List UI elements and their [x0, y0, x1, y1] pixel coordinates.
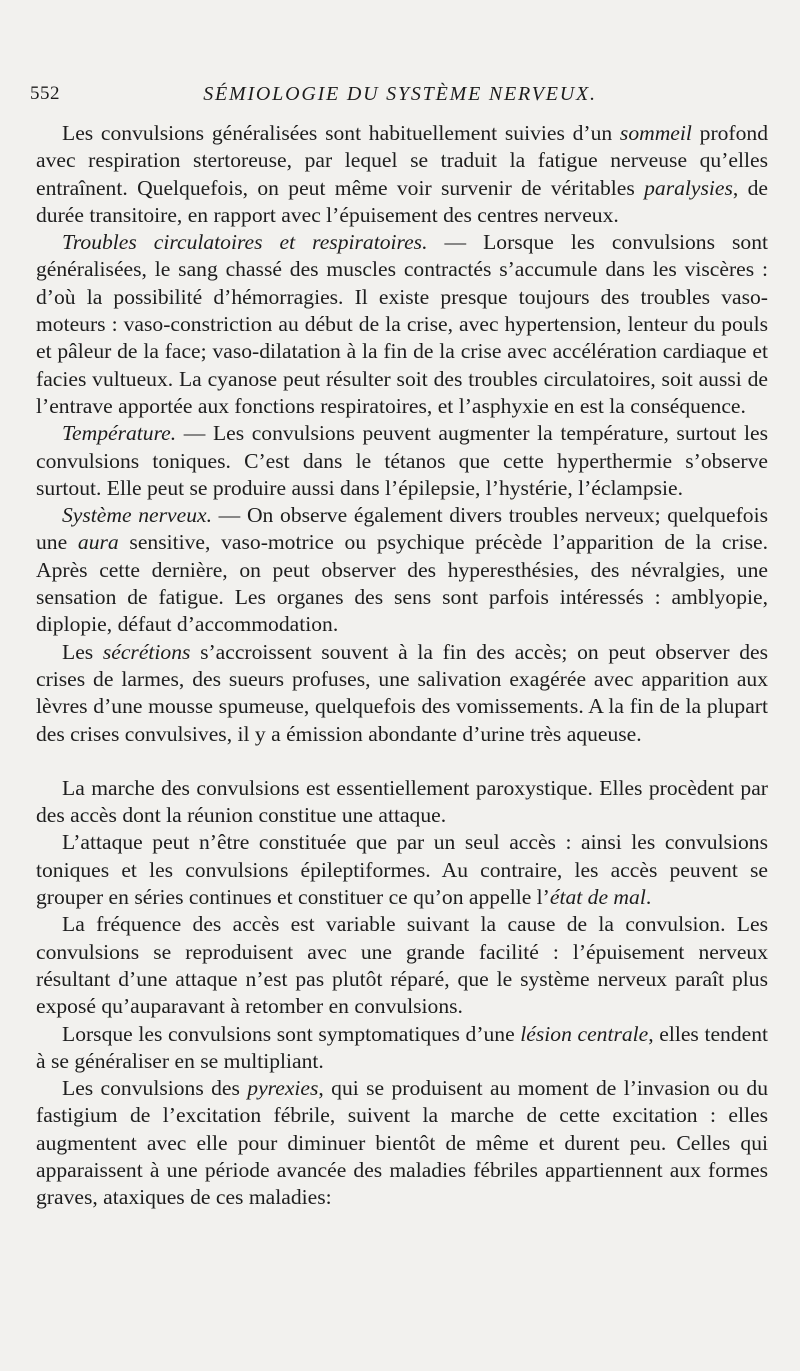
running-title: SÉMIOLOGIE DU SYSTÈME NERVEUX. — [203, 83, 597, 105]
text-run: , elles tendent à se généraliser en se multipliant. — [36, 1021, 768, 1073]
text-run: , de durée transitoire, en rapport avec l’épuisement des centres nerveux. — [36, 175, 768, 227]
page-header — [30, 83, 770, 113]
text-run: La marche des convulsions est essentiellement paroxystique. Elles procèdent par des accès dont la réunion constitue une attaque. — [36, 775, 768, 828]
paragraph — [36, 1021, 768, 1076]
text-run: s’accroissent souvent à la fin des accès; on peut observer des crises de larmes, des sueurs profuses, une salivation exagérée avec apparition aux lèvres d’une mousse spumeuse, quelquefois des vomissements. A la fin de la plupart des crises convulsives, il y a émission abondante d’urine très aqueuse. — [36, 639, 768, 746]
italic-term: aura — [77, 530, 119, 555]
text-run: — Lorsque les convulsions sont généralisées, le sang chassé des muscles contractés s’accumule dans les viscères : d’où la possibilité d’hémorragies. Il existe presque toujours des troubles vaso-moteurs : vaso-constriction au début de la crise, avec hypertension, lenteur du pouls et pâleur de la face; vaso-dilatation à la fin de la crise avec accélération cardiaque et facies vultueux. La cyanose peut résulter soit des troubles circulatoires, soit aussi de l’entrave apportée aux fonctions respiratoires, et l’asphyxie en est la conséquence. — [36, 230, 768, 418]
paragraph — [36, 829, 768, 911]
text-run: , qui se produisent au moment de l’invasion ou du fastigium de l’excitation fébrile, suivent la marche de cette excitation : elles augmentent avec elle pour diminuer bientôt de même et durent peu. Celles qui apparaissent à une période avancée des maladies fébriles appartiennent aux formes graves, ataxiques de ces maladies: — [36, 1076, 768, 1210]
text-run: Les convulsions des — [62, 1076, 248, 1101]
paragraph — [36, 420, 768, 502]
text-run: Les — [62, 639, 103, 664]
text-run: — Les convulsions peuvent augmenter la température, surtout les convulsions toniques. C’est dans le tétanos que cette hyperthermie s’observe surtout. Elle peut se produire aussi dans l’épilepsie, l’hystérie, l’éclampsie. — [36, 421, 768, 500]
text-run: . — [645, 885, 652, 910]
text-run: Les convulsions généralisées sont habituellement suivies d’un — [62, 121, 620, 145]
italic-term: Troubles circulatoires et respiratoires. — [62, 230, 428, 255]
paragraph — [36, 639, 768, 748]
italic-term: paralysies — [644, 175, 733, 200]
italic-term: Système nerveux. — [62, 503, 212, 528]
text-run: sensitive, vaso-motrice ou psychique précède l’apparition de la crise. Après cette dernière, on peut observer des hyperesthésies, des névralgies, une sensation de fatigue. Les organes des sens sont parfois intéressés : amblyopie, diplopie, défaut d’accommodation. — [36, 530, 768, 637]
italic-term: sécrétions — [102, 639, 191, 664]
paragraph — [36, 911, 768, 1020]
body-text — [36, 120, 768, 1212]
page-number: 552 — [30, 83, 60, 104]
text-run: profond avec respiration stertoreuse, par lequel se traduit la fatigue nerveuse qu’elles entraînent. Quelquefois, on peut même voir survenir de véritables — [36, 121, 769, 200]
italic-term: sommeil — [619, 121, 692, 145]
text-run: La fréquence des accès est variable suivant la cause de la convulsion. Les convulsions se reproduisent avec une grande facilité : l’épuisement nerveux résultant d’une attaque n’est pas plutôt réparé, que le système nerveux paraît plus exposé qu’auparavant à retomber en convulsions. — [36, 912, 768, 1019]
text-run: Lorsque les convulsions sont symptomatiques d’une — [62, 1021, 521, 1046]
italic-term: pyrexies — [247, 1076, 319, 1101]
text-run: L’attaque peut n’être constituée que par un seul accès : ainsi les convulsions toniques et les convulsions épileptiformes. Au contraire, les accès peuvent se grouper en séries continues et constituer ce qu’on appelle l’ — [36, 830, 768, 910]
text-run: — On observe également divers troubles nerveux; quelquefois une — [36, 503, 769, 555]
italic-term: lésion centrale — [520, 1021, 649, 1046]
paragraph — [36, 1075, 768, 1211]
paragraph — [36, 775, 768, 830]
paragraph — [36, 120, 768, 229]
paragraph — [36, 229, 768, 420]
italic-term: Température. — [62, 421, 177, 446]
italic-term: état de mal — [549, 885, 646, 910]
paragraph — [36, 502, 768, 638]
